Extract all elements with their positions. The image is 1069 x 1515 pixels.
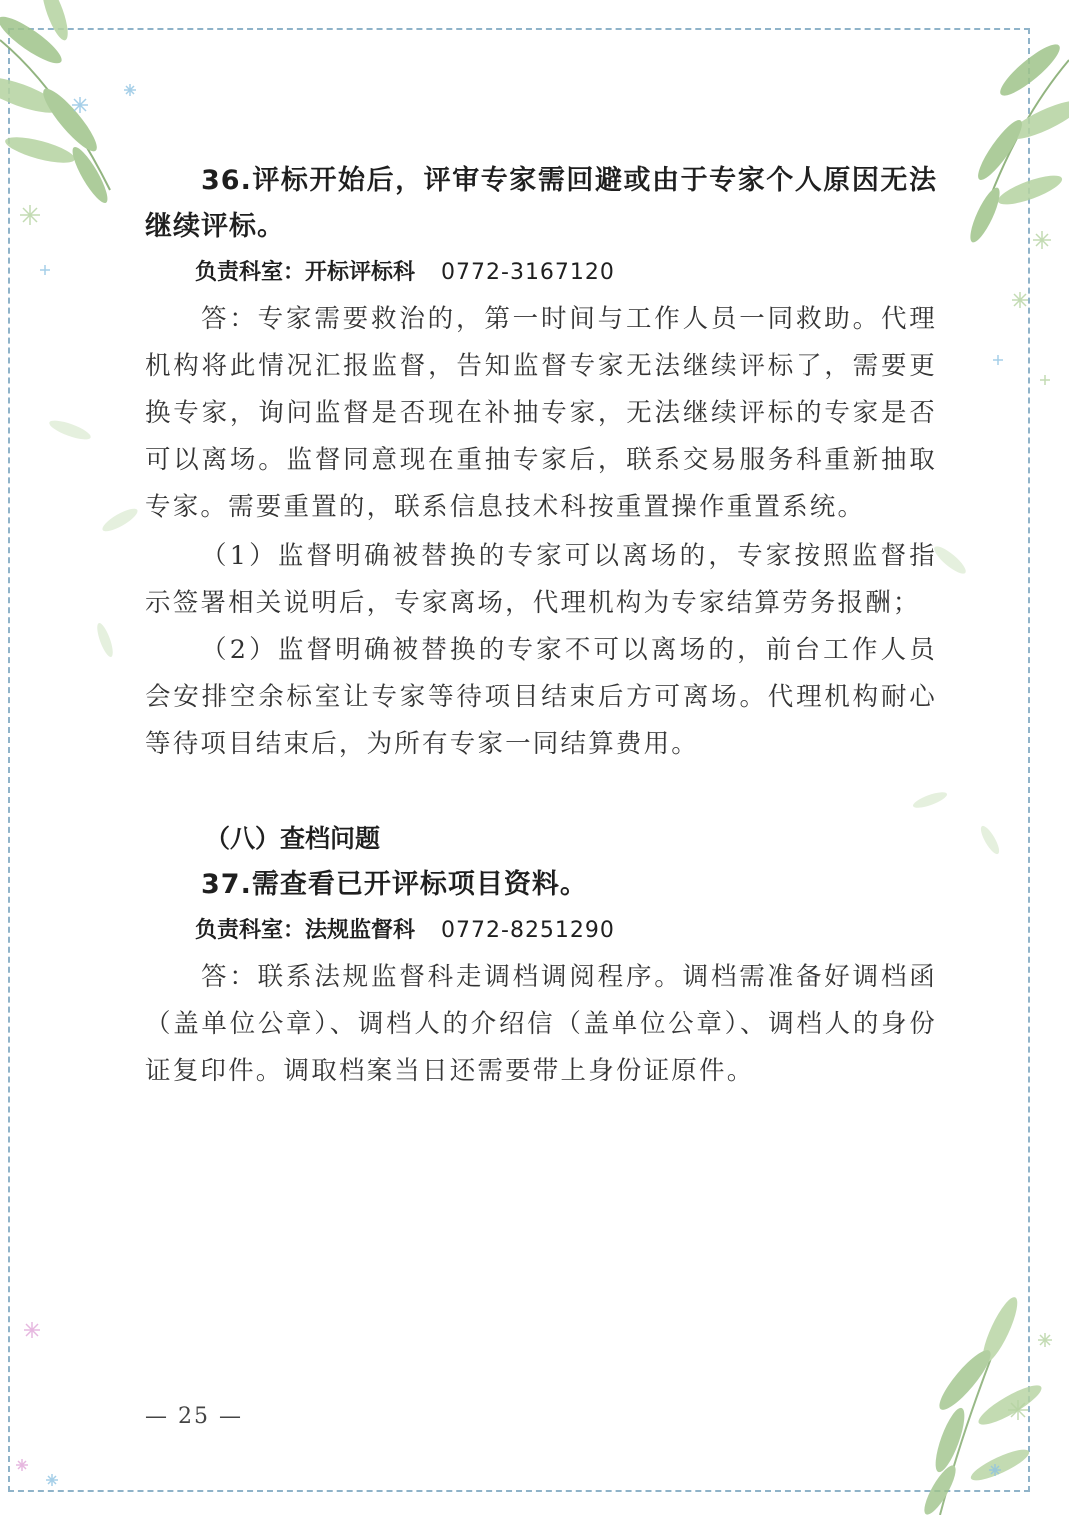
leaf-branch-top-left (0, 0, 113, 207)
question-36-title: 36.评标开始后，评审专家需回避或由于专家个人原因无法继续评标。 (145, 165, 937, 242)
document-body (145, 158, 937, 1095)
leaf-branch-bottom-right (919, 1294, 1046, 1515)
question-36-department (145, 250, 937, 296)
question-36-answer: 答：专家需要救治的，第一时间与工作人员一同救助。代理机构将此情况汇报监督，告知监督专家无法继续评标了，需要更换专家，询问监督是否现在补抽专家，无法继续评标的专家是否可以离场。监督同意现在重抽专家后，联系交易服务科重新抽取专家。需要重置的，联系信息技术科按重置操作重置系统。 (145, 304, 937, 522)
question-36-dept-label: 负责科室：开标评标科 (195, 260, 416, 285)
question-37-dept-label: 负责科室：法规监督科 (195, 918, 416, 943)
question-36-dept-phone: 0772-3167120 (441, 260, 615, 285)
page-number: — 25 — (145, 1404, 243, 1429)
leaf-branch-top-right (965, 38, 1069, 246)
question-37-department (145, 908, 937, 954)
question-37-dept-phone: 0772-8251290 (441, 918, 615, 943)
question-37-title: 37.需查看已开评标项目资料。 (201, 869, 588, 900)
question-36-item-1: （1）监督明确被替换的专家可以离场的，专家按照监督指示签署相关说明后，专家离场，代理机构为专家结算劳务报酬； (145, 541, 937, 618)
section-8-title: （八）查档问题 (205, 824, 381, 853)
question-36-item-2: （2）监督明确被替换的专家不可以离场的，前台工作人员会安排空余标室让专家等待项目结束后方可离场。代理机构耐心等待项目结束后，为所有专家一同结算费用。 (145, 635, 937, 759)
question-37-answer: 答：联系法规监督科走调档调阅程序。调档需准备好调档函（盖单位公章）、调档人的介绍信（盖单位公章）、调档人的身份证复印件。调取档案当日还需要带上身份证原件。 (145, 962, 937, 1086)
